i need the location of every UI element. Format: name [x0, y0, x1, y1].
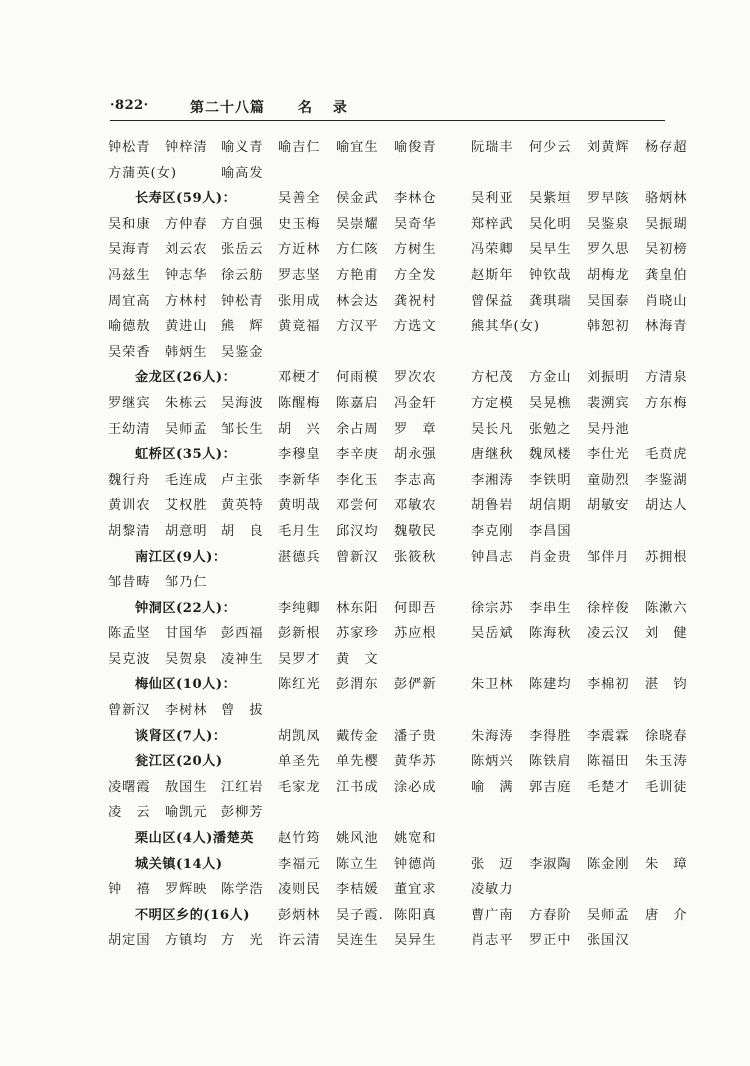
- person-name: 苏拥根: [645, 549, 688, 565]
- person-name: 刘黄辉: [587, 140, 630, 155]
- person-name: 凌神生: [221, 651, 264, 667]
- person-name: 喻俊青: [394, 140, 437, 155]
- person-name: 李湘涛: [471, 472, 514, 488]
- person-name: 吴崇耀: [336, 216, 379, 232]
- person-name: 龚琪瑞: [529, 293, 572, 309]
- district-row: [108, 902, 688, 928]
- person-name: 胡 兴: [278, 421, 321, 437]
- person-name: 凌则民: [278, 882, 321, 898]
- person-name: 罗 章: [394, 421, 437, 437]
- person-name: 刘振明: [587, 370, 630, 386]
- person-name: 吴和康: [108, 216, 151, 232]
- person-name: 甘国华: [165, 626, 208, 642]
- person-name: 胡凯凤: [278, 728, 321, 744]
- person-name: 曾保益: [471, 293, 514, 309]
- person-name: 罗早陔: [587, 191, 630, 207]
- person-name: 罗次农: [394, 370, 437, 386]
- person-name: 邓敏农: [394, 498, 437, 514]
- person-name: 肖志平: [471, 933, 514, 949]
- person-name: 陈建均: [529, 677, 572, 693]
- person-name: 胡永强: [394, 447, 437, 463]
- person-name: 黄华苏: [394, 754, 437, 770]
- person-name: 黄竟福: [278, 319, 321, 335]
- person-name: 张勉之: [529, 421, 572, 437]
- district-row: [108, 825, 678, 851]
- person-name: 黄明哉: [278, 498, 321, 514]
- person-name: 吴连生: [336, 933, 379, 949]
- person-name: 林会达: [336, 293, 379, 309]
- person-name: 吴海波: [221, 395, 264, 411]
- person-name: 何少云: [529, 140, 572, 155]
- person-name: 湛德兵: [278, 549, 321, 565]
- district-heading: 栗山区(4人)潘楚英: [135, 831, 254, 847]
- person-name: 方定模: [471, 395, 514, 411]
- person-name: 唐继秋: [471, 447, 514, 463]
- person-name: 李鉴湖: [645, 472, 688, 488]
- person-name: 李福元: [278, 856, 321, 872]
- person-name: 吴长凡: [471, 421, 514, 437]
- person-name: 杨存超: [645, 140, 688, 155]
- person-name: 陈炳兴: [471, 754, 514, 770]
- person-name: 方树生: [394, 242, 437, 258]
- person-name: 余占周: [336, 421, 379, 437]
- person-name: 曹广南: [471, 907, 514, 923]
- person-name: 骆炳林: [645, 191, 688, 207]
- section-label: 第二十八篇: [190, 100, 265, 116]
- person-name: 陈嘉启: [336, 395, 379, 411]
- person-name: 凌 云: [108, 805, 151, 821]
- person-name: 胡达人: [645, 498, 688, 514]
- person-name: 钟松青: [221, 293, 264, 309]
- person-name: 熊其华(女): [471, 319, 541, 335]
- person-name: 方自强: [221, 216, 264, 232]
- person-name: 邹伴月: [587, 549, 630, 565]
- district-heading: 梅仙区(10人)：: [135, 677, 237, 693]
- person-name: 陈福田: [587, 754, 630, 770]
- person-name: 钟德尚: [394, 856, 437, 872]
- person-name: 陈学浩: [221, 882, 264, 898]
- person-name: 吴善全: [278, 191, 321, 207]
- person-name: 吴初榜: [645, 242, 688, 258]
- person-name: 吴奇华: [394, 216, 437, 232]
- person-name: 熊 辉: [221, 319, 264, 335]
- district-row: [108, 185, 688, 211]
- person-name: 方春阶: [529, 907, 572, 923]
- person-name: 彭西福: [221, 626, 264, 642]
- person-name: 黄英特: [221, 498, 264, 514]
- person-name: 单先樱: [336, 754, 379, 770]
- person-name: 魏凤楼: [529, 447, 572, 463]
- person-name: 罗辉映: [165, 882, 208, 898]
- person-name: 李棉初: [587, 677, 630, 693]
- person-name: 徐晓春: [645, 728, 688, 744]
- person-name: 方汉平: [336, 319, 379, 335]
- district-heading: 城关镇(14人): [135, 856, 223, 872]
- person-name: 吴贺泉: [165, 651, 208, 667]
- person-name: 钟松青: [108, 140, 151, 155]
- person-name: 方镇均: [165, 933, 208, 949]
- person-name: 苏应根: [394, 626, 437, 642]
- person-name: 罗继宾: [108, 395, 151, 411]
- person-name: 姚宽和: [394, 831, 437, 847]
- person-name: 湛 钧: [645, 677, 688, 693]
- district-heading: 不明区乡的(16人): [135, 907, 250, 923]
- district-heading: 虹桥区(35人)：: [135, 447, 237, 463]
- person-name: 喻凯元: [165, 805, 208, 821]
- name-row: [108, 876, 678, 902]
- district-row: [108, 723, 688, 749]
- person-name: 冯金轩: [394, 395, 437, 411]
- person-name: 陈阳真: [394, 907, 437, 923]
- name-row: [108, 569, 678, 595]
- person-name: 何即吾: [394, 600, 437, 616]
- person-name: 卢主张: [221, 472, 264, 488]
- running-header: [110, 96, 665, 121]
- person-name: 罗正中: [529, 933, 572, 949]
- person-name: 吴克波: [108, 651, 151, 667]
- person-name: 龚皇伯: [645, 267, 688, 283]
- district-row: [108, 851, 688, 877]
- person-name: 张岳云: [221, 242, 264, 258]
- person-name: 胡定国: [108, 933, 151, 949]
- person-name: 冯兹生: [108, 267, 151, 283]
- person-name: 邓梗才: [278, 370, 321, 386]
- person-name: 喻宜生: [336, 140, 379, 155]
- person-name: 方金山: [529, 370, 572, 386]
- person-name: 张 迈: [471, 856, 514, 872]
- person-name: 李得胜: [529, 728, 572, 744]
- person-name: 董宜求: [394, 882, 437, 898]
- district-heading: 钟洞区(22人)：: [135, 600, 237, 616]
- person-name: 赵斯年: [471, 267, 514, 283]
- person-name: 毛贲虎: [645, 447, 688, 463]
- person-name: 江书成: [336, 779, 379, 795]
- person-name: 黄训农: [108, 498, 151, 514]
- name-row: [108, 288, 688, 314]
- person-name: 胡信期: [529, 498, 572, 514]
- person-name: 喻义青: [221, 140, 264, 155]
- person-name: 胡黎清: [108, 523, 151, 539]
- person-name: 吴鉴金: [221, 344, 264, 360]
- person-name: 胡梅龙: [587, 267, 630, 283]
- person-name: 朱 璋: [645, 856, 688, 872]
- person-name: 涂必成: [394, 779, 437, 795]
- person-name: 吴振瑚: [645, 216, 688, 232]
- person-name: 毛连成: [165, 472, 208, 488]
- person-name: 曾新汉: [108, 703, 151, 719]
- person-name: 邹昔畴: [108, 575, 151, 591]
- person-name: 方艳甫: [336, 267, 379, 283]
- person-name: 李淑陶: [529, 856, 572, 872]
- name-row: [108, 313, 688, 339]
- person-name: 魏行舟: [108, 472, 151, 488]
- person-name: 龚祝村: [394, 293, 437, 309]
- person-name: 凌云汉: [587, 626, 630, 642]
- person-name: 李辛庚: [336, 447, 379, 463]
- person-name: 彭俨新: [394, 677, 437, 693]
- person-name: 毛家龙: [278, 779, 321, 795]
- person-name: 阮瑞丰: [471, 140, 514, 155]
- district-row: [108, 441, 688, 467]
- name-row: [108, 774, 688, 800]
- person-name: 魏敬民: [394, 523, 437, 539]
- name-row: [108, 211, 688, 237]
- person-name: 张筱秋: [394, 549, 437, 565]
- person-name: 毛楚才: [587, 779, 630, 795]
- district-heading: 谈肾区(7人)：: [135, 728, 227, 744]
- page-number: ·822·: [110, 98, 149, 113]
- district-row: [108, 671, 688, 697]
- person-name: 凌曙霞: [108, 779, 151, 795]
- person-name: 邹乃仁: [165, 575, 208, 591]
- person-name: 陈红光: [278, 677, 321, 693]
- person-name: 李桔媛: [336, 882, 379, 898]
- person-name: 钟 禧: [108, 882, 151, 898]
- person-name: 李林仓: [394, 191, 437, 207]
- person-name: 周宜高: [108, 293, 151, 309]
- name-row: [108, 390, 688, 416]
- person-name: 钟梓清: [165, 140, 208, 155]
- person-name: 李新华: [278, 472, 321, 488]
- person-name: 方近林: [278, 242, 321, 258]
- person-name: 李昌国: [529, 523, 572, 539]
- person-name: 邹长生: [221, 421, 264, 437]
- person-name: 陈漱六: [645, 600, 688, 616]
- person-name: 方清泉: [645, 370, 688, 386]
- name-row: [108, 262, 688, 288]
- person-name: 喻 满: [471, 779, 514, 795]
- person-name: 方选文: [394, 319, 437, 335]
- person-name: 方仲春: [165, 216, 208, 232]
- person-name: 胡意明: [165, 523, 208, 539]
- name-row: [108, 160, 678, 186]
- person-name: 方全发: [394, 267, 437, 283]
- person-name: 吴荣香: [108, 344, 151, 360]
- person-name: 朱栋云: [165, 395, 208, 411]
- person-name: 陈醒梅: [278, 395, 321, 411]
- district-heading: 金龙区(26人)：: [135, 370, 237, 386]
- person-name: 冯荣卿: [471, 242, 514, 258]
- person-name: 曾新汉: [336, 549, 379, 565]
- person-name: 钟志华: [165, 267, 208, 283]
- person-name: 郭吉庭: [529, 779, 572, 795]
- person-name: 张用成: [278, 293, 321, 309]
- person-name: 李铁明: [529, 472, 572, 488]
- person-name: 胡敏安: [587, 498, 630, 514]
- person-name: 徐云舫: [221, 267, 264, 283]
- person-name: 吴异生: [394, 933, 437, 949]
- name-list: [108, 134, 688, 953]
- name-row: [108, 492, 688, 518]
- person-name: 吴鉴泉: [587, 216, 630, 232]
- name-row: [108, 697, 678, 723]
- person-name: 肖金贵: [529, 549, 572, 565]
- person-name: 李克刚: [471, 523, 514, 539]
- person-name: 毛训徒: [645, 779, 688, 795]
- section-title: 名 录: [298, 100, 355, 116]
- person-name: 邱汉均: [336, 523, 379, 539]
- person-name: 喻高发: [221, 165, 264, 181]
- person-name: 方蒲英(女): [108, 165, 178, 181]
- person-name: 韩恕初: [587, 319, 630, 335]
- person-name: 彭炳林: [278, 907, 321, 923]
- person-name: 吴丹池: [587, 421, 630, 437]
- person-name: 朱玉涛: [645, 754, 688, 770]
- district-row: [108, 748, 688, 774]
- person-name: 钟钦哉: [529, 267, 572, 283]
- person-name: 李穆皇: [278, 447, 321, 463]
- person-name: 张国汉: [587, 933, 630, 949]
- person-name: 黄 文: [336, 651, 379, 667]
- district-row: [108, 544, 688, 570]
- person-name: 王幼清: [108, 421, 151, 437]
- person-name: 陈孟坚: [108, 626, 151, 642]
- person-name: 史玉梅: [278, 216, 321, 232]
- person-name: 朱卫林: [471, 677, 514, 693]
- person-name: 侯金武: [336, 191, 379, 207]
- person-name: 钟昌志: [471, 549, 514, 565]
- person-name: 彭新根: [278, 626, 321, 642]
- person-name: 李仕光: [587, 447, 630, 463]
- person-name: 苏家珍: [336, 626, 379, 642]
- person-name: 江红岩: [221, 779, 264, 795]
- person-name: 陈金刚: [587, 856, 630, 872]
- person-name: 戴传金: [336, 728, 379, 744]
- person-name: 彭渭东: [336, 677, 379, 693]
- name-row: [108, 467, 688, 493]
- person-name: 吴晃樵: [529, 395, 572, 411]
- person-name: 徐宗苏: [471, 600, 514, 616]
- person-name: 林东阳: [336, 600, 379, 616]
- person-name: 吴师孟: [587, 907, 630, 923]
- name-row: [108, 799, 678, 825]
- person-name: 唐 介: [645, 907, 688, 923]
- name-row: [108, 646, 678, 672]
- person-name: 吴海青: [108, 242, 151, 258]
- person-name: 朱海涛: [471, 728, 514, 744]
- person-name: 邓尝何: [336, 498, 379, 514]
- person-name: 姚风池: [336, 831, 379, 847]
- person-name: 韩炳生: [165, 344, 208, 360]
- district-row: [108, 595, 688, 621]
- person-name: 肖晓山: [645, 293, 688, 309]
- person-name: 赵竹筠: [278, 831, 321, 847]
- person-name: 李串生: [529, 600, 572, 616]
- name-row: [108, 620, 688, 646]
- name-row: [108, 339, 678, 365]
- person-name: 单圣先: [278, 754, 321, 770]
- person-name: 胡鲁岩: [471, 498, 514, 514]
- person-name: 徐梓俊: [587, 600, 630, 616]
- person-name: 刘云农: [165, 242, 208, 258]
- person-name: 吴子霞.: [336, 907, 384, 923]
- person-name: 裴溯宾: [587, 395, 630, 411]
- person-name: 曾 拔: [221, 703, 264, 719]
- person-name: 陈海秋: [529, 626, 572, 642]
- person-name: 方 光: [221, 933, 264, 949]
- person-name: 毛月生: [278, 523, 321, 539]
- district-heading: 南江区(9人)：: [135, 549, 227, 565]
- person-name: 方杞茂: [471, 370, 514, 386]
- person-name: 方林村: [165, 293, 208, 309]
- district-heading: 瓮江区(20人): [135, 754, 223, 770]
- person-name: 许云清: [278, 933, 321, 949]
- person-name: 李化玉: [336, 472, 379, 488]
- person-name: 喻吉仁: [278, 140, 321, 155]
- person-name: 喻德敖: [108, 319, 151, 335]
- name-row: [108, 927, 678, 953]
- person-name: 林海青: [645, 319, 688, 335]
- person-name: 陈立生: [336, 856, 379, 872]
- name-row: [108, 518, 678, 544]
- name-row: [108, 134, 688, 160]
- person-name: 方东梅: [645, 395, 688, 411]
- person-name: 何雨模: [336, 370, 379, 386]
- district-row: [108, 364, 688, 390]
- person-name: 吴化明: [529, 216, 572, 232]
- person-name: 吴早生: [529, 242, 572, 258]
- person-name: 李纯卿: [278, 600, 321, 616]
- person-name: 方仁陔: [336, 242, 379, 258]
- person-name: 吴罗才: [278, 651, 321, 667]
- person-name: 胡 良: [221, 523, 264, 539]
- person-name: 艾权胜: [165, 498, 208, 514]
- name-row: [108, 416, 678, 442]
- person-name: 陈铁肩: [529, 754, 572, 770]
- person-name: 吴岳斌: [471, 626, 514, 642]
- person-name: 吴国泰: [587, 293, 630, 309]
- person-name: 李树林: [165, 703, 208, 719]
- person-name: 凌敏力: [471, 882, 514, 898]
- person-name: 李志高: [394, 472, 437, 488]
- person-name: 吴利亚: [471, 191, 514, 207]
- person-name: 罗久思: [587, 242, 630, 258]
- name-row: [108, 236, 688, 262]
- district-heading: 长寿区(59人)：: [135, 191, 237, 207]
- person-name: 吴师孟: [165, 421, 208, 437]
- person-name: 刘 健: [645, 626, 688, 642]
- person-name: 潘子贵: [394, 728, 437, 744]
- person-name: 童勋烈: [587, 472, 630, 488]
- person-name: 敖国生: [165, 779, 208, 795]
- person-name: 罗志坚: [278, 267, 321, 283]
- person-name: 郑梓武: [471, 216, 514, 232]
- person-name: 彭柳芳: [221, 805, 264, 821]
- person-name: 李震霖: [587, 728, 630, 744]
- person-name: 黄进山: [165, 319, 208, 335]
- person-name: 吴紫垣: [529, 191, 572, 207]
